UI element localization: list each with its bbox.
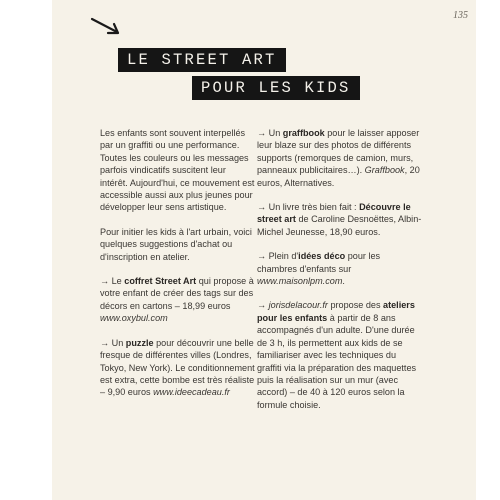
arrow-right-icon: → — [100, 337, 110, 348]
deco-item: → Plein d'idées déco pour les chambres d'enfants sur www.maisonlpm.com. — [257, 251, 381, 287]
item-name: idées déco — [298, 251, 346, 262]
arrow-right-icon: → — [100, 276, 110, 287]
arrow-down-right-icon — [90, 16, 122, 38]
maisonlpm-link[interactable]: www.maisonlpm.com — [257, 276, 343, 287]
arrow-right-icon: → — [257, 202, 267, 213]
intro-paragraph: Les enfants sont souvent interpellés par un graffiti ou une performance. Toutes les couleurs ou les messages parfois vindicatifs suscitent leur intérêt. Aujourd'hui, ce mouvement est accessible aussi aux plus jeunes pour développer leur sens artistique. — [100, 128, 255, 213]
book-item: → Un livre très bien fait : Découvre le street art de Caroline Desnoëttes, Albin-Michel Jeunesse, 18,90 euros. — [257, 202, 422, 237]
suggestions-paragraph: Pour initier les kids à l'art urbain, voici quelques suggestions d'achat ou d'inscription en atelier. — [100, 226, 252, 262]
arrow-right-icon: → — [257, 251, 267, 262]
left-column — [100, 127, 256, 411]
book-page — [52, 0, 476, 500]
item-name: graffbook — [282, 128, 325, 138]
item-name: Découvre le street art — [257, 202, 411, 225]
graffbook-item: → Un graffbook pour le laisser apposer leur blaze sur des photos de différents supports (remorques de camion, murs, panneaux publicitaires…). Graffbook, 20 euros, Alternatives. — [257, 128, 420, 188]
title-banner-line-1: LE STREET ART — [118, 48, 286, 72]
page-number: 135 — [453, 10, 468, 21]
jorisdelacour-link[interactable]: jorisdelacour.fr — [266, 300, 328, 311]
coffret-item: → Le coffret Street Art qui propose à votre enfant de créer des tags sur des décors en cartons – 18,99 euros www.oxybul.com — [100, 276, 254, 324]
arrow-right-icon: → — [257, 300, 267, 311]
item-name: ateliers pour les enfants — [257, 300, 415, 323]
item-name: coffret Street Art — [124, 276, 197, 287]
ateliers-item: → jorisdelacour.fr propose des ateliers pour les enfants à partir de 8 ans accompagnés d'un adulte. D'une durée de 3 h, ils permettent aux kids de se familiariser avec les techniques du graffiti via la préparation des maquettes puis la réalisation sur un mur (avec accord) – de 40 à 120 euros selon la formule choisie. — [257, 300, 417, 410]
arrow-right-icon: → — [257, 128, 267, 138]
item-name: puzzle — [125, 337, 154, 348]
puzzle-item: → Un puzzle pour découvrir une belle fresque de différentes villes (Londres, Tokyo, New York). Le conditionnement est extra, cette bombe est très réaliste – 9,90 euros www.ideecadeau.fr — [100, 337, 255, 398]
oxybul-link[interactable]: www.oxybul.com — [100, 313, 168, 324]
book-title: Graffbook — [364, 165, 405, 176]
right-column — [257, 127, 422, 423]
title-banner-line-2: POUR LES KIDS — [192, 76, 360, 100]
ideecadeau-link[interactable]: www.ideecadeau.fr — [153, 387, 230, 398]
